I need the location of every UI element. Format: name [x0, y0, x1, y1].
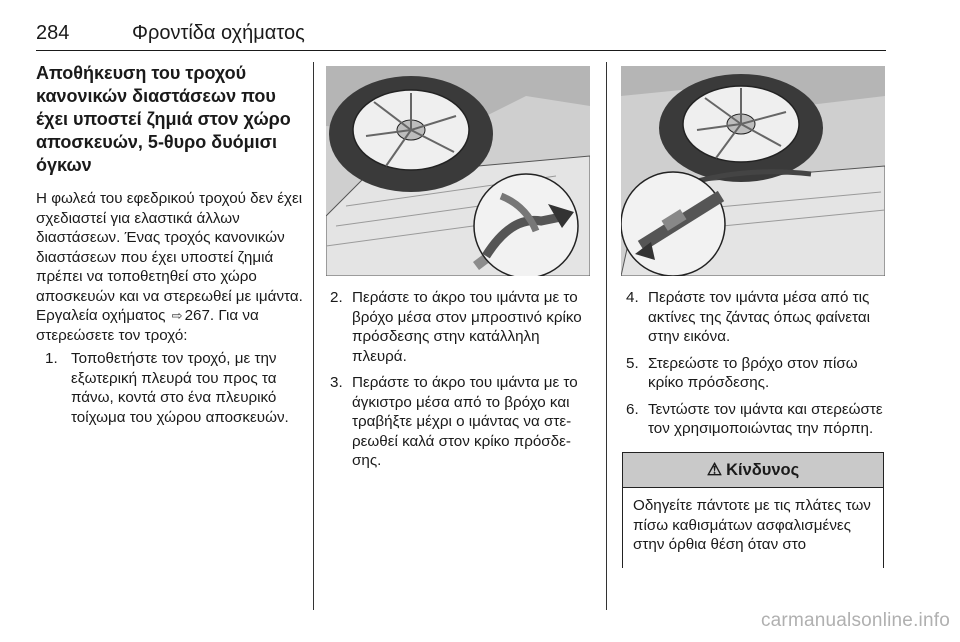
warning-triangle-icon: ⚠: [706, 460, 723, 479]
intro-paragraph: [36, 189, 304, 345]
steps-list-part2: [330, 288, 592, 471]
step-text: Περάστε τον ιμάντα μέσα από τις ακτίνες της ζάντας όπως φαίνεται στην εικόνα.: [648, 289, 870, 345]
list-item: [45, 349, 304, 427]
list-item: [330, 373, 592, 471]
intro-text: Η φωλεά του εφεδρικού τροχού δεν έχει σχεδιαστεί για ελαστικά άλλων διαστάσεων. Ένας τροχός κανονικών διαστάσεων που έχει υποστεί ζημιά πρέπει να τοποθετηθεί στο χώρο αποσκευών και να στερεωθεί με ιμάντα. Εργαλεία οχήματος: [36, 190, 303, 324]
page-number: 284: [36, 22, 70, 44]
danger-text: Οδηγείτε πάντοτε με τις πλάτες των πίσω καθισμάτων ασφαλισμένες στην όρθια θέση όταν στο: [622, 488, 884, 568]
step-number: 4.: [626, 289, 639, 306]
danger-header: [622, 452, 884, 488]
column-divider: [606, 62, 607, 610]
steps-list-part3: [626, 288, 888, 439]
step-number: 5.: [626, 354, 639, 372]
step-text: Περάστε το άκρο του ιμάντα με το βρόχο μέσα στον μπροστινό κρίκο πρόσδεσης στην κατάλληλη πλευρά.: [352, 289, 582, 365]
list-item: [626, 288, 888, 347]
column-divider: [313, 62, 314, 610]
illustration-strap-loop: [326, 66, 590, 276]
page-header: [36, 10, 886, 51]
right-column: [626, 288, 888, 439]
intro-text-after: . Για να στερεώσετε τον τροχό:: [36, 307, 259, 344]
step-number: 2.: [330, 289, 343, 306]
danger-box: [622, 452, 884, 562]
step-text: Τοποθετήστε τον τροχό, με την εξωτερική πλευρά του προς τα πάνω, κοντά στο ένα πλευρικό τοίχωμα του χώρου αποσκευών.: [71, 350, 289, 426]
danger-title: Κίνδυνος: [726, 460, 800, 479]
step-text: Τεντώστε τον ιμάντα και στερεώστε τον χρησιμοποιώντας την πόρπη.: [648, 400, 883, 437]
arrow-reference-icon: ⇨: [171, 308, 183, 323]
step-number: 1.: [45, 350, 58, 367]
left-column: [36, 62, 304, 427]
step-number: 6.: [626, 400, 639, 418]
watermark: carmanualsonline.info: [760, 610, 950, 631]
steps-list-part1: [36, 349, 304, 427]
step-text: Στερεώστε το βρόχο στον πίσω κρίκο πρόσδεσης.: [648, 354, 858, 391]
step-text: Περάστε το άκρο του ιμάντα με το άγκιστρο μέσα από το βρόχο και τραβήξτε μέχρι ο ιμάντας να στερεωθεί καλά στον κρίκο πρόσδεσης.: [352, 374, 578, 469]
list-item: [330, 288, 592, 366]
chapter-title: Φροντίδα οχήματος: [132, 22, 305, 44]
list-item: [626, 400, 888, 439]
section-title: Αποθήκευση του τροχού κανονικών διαστάσεων που έχει υποστεί ζημιά στον χώρο αποσκευών, 5-θυρο δυόμισι όγκων: [36, 63, 291, 175]
page-reference-link[interactable]: 267: [184, 307, 210, 324]
illustration-strap-wheel: [621, 66, 885, 276]
middle-column: [330, 288, 592, 471]
step-number: 3.: [330, 374, 343, 391]
list-item: [626, 354, 888, 393]
